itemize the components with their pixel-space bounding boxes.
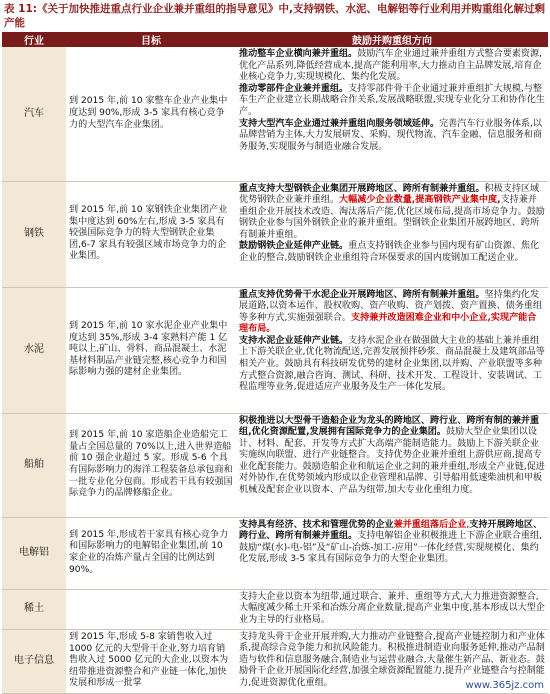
industry-cell: 汽车 <box>2 47 66 181</box>
direction-paragraph: 鼓励钢铁企业延伸产业链。重点支持钢铁企业参与国内现有矿山资源、焦化企业的整合,鼓励钢铁企业重组符合环保要求的国内废钢加工配送企业。 <box>239 241 545 264</box>
direction-cell <box>236 287 548 413</box>
direction-paragraph: 支持具有经济、技术和管理优势的企业兼并重组落后企业,支持开展跨地区、跨行业、跨所有制兼并重组。支持电解铝企业积极推进上下游企业联合重组,鼓励“煤(水)-电-铝”及“矿山-冶炼-加工-应用”一体化经营,实现规模化、集约化发展,形成 3-5 家具有国际竞争力的大型企业集团。 <box>239 520 545 566</box>
direction-cell <box>236 589 548 629</box>
industry-cell: 稀土 <box>2 589 66 629</box>
industry-cell: 电子信息 <box>2 629 66 693</box>
target-cell: 到 2015 年,形成若干家具有核心竞争力和国际影响力的电解铝企业集团,前 10 家企业的冶炼产量占全国的比例达到 90%。 <box>66 517 236 589</box>
direction-paragraph: 推动零部件企业兼并重组。支持零部件骨干企业通过兼并重组扩大规模,与整车生产企业建立长期战略合作关系,发展战略联盟,实现专业化分工和协作化生产。 <box>239 84 545 119</box>
header-direction: 鼓励并购重组方向 <box>236 32 548 47</box>
table-header-row <box>2 32 548 47</box>
target-cell <box>66 589 236 629</box>
direction-paragraph: 支持大企业以资本为纽带,通过联合、兼并、重组等方式,大力推进资源整合,大幅度减少稀土开采和冶炼分离企业数量,提高产业集中度,基本形成以大型企业为主导的行业格局。 <box>239 592 545 627</box>
direction-cell <box>236 181 548 287</box>
target-cell: 到 2015 年,形成 5-8 家销售收入过 1000 亿元的大型骨干企业,努力培育销售收入过 5000 亿元的大企业,以资本为纽带推进资源整合和产业链一体化,加快发展和形成一批掌 <box>66 629 236 693</box>
industry-cell: 水泥 <box>2 287 66 413</box>
industry-cell: 钢铁 <box>2 181 66 287</box>
table-row <box>2 517 548 589</box>
table-row <box>2 181 548 287</box>
direction-paragraph: 积极推进以大型骨干造船企业为龙头的跨地区、跨行业、跨所有制的兼并重组,优化资源配置,发展拥有国际竞争力的企业集团。鼓励大型企业集团以设计、材料、配套、开发等方式扩大高端产能制造能力。鼓励上下游关联企业实施纵向联盟、进行产业链整合。支持优势企业兼并重组上游供应商,提高专业化配套能力。鼓励造船企业和航运企业之间的兼并重组,形成全产业链,促进对外协作,在优势领域内形成以企业管理和品牌、引导船用低速柴油机和甲板机械及配套企业以资本、产品为纽带,加大专业化重组力度。 <box>239 416 545 497</box>
table-caption: 表 11:《关于加快推进重点行业企业兼并重组的指导意见》中,支持钢铁、水泥、电解铝等行业利用并购重组化解过剩产能 <box>4 2 546 30</box>
policy-table <box>2 32 548 694</box>
target-cell: 到 2015 年,前 10 家水泥企业产业集中度达到 35%,形成 3-4 家熟料产能 1 亿吨以上,矿山、骨料、商品混凝土、水泥基材料制品产业链完整,核心竞争力和国际影响力强的建材企业集团。 <box>66 287 236 413</box>
direction-paragraph: 支持龙头骨干企业开展并购,大力推动产业链整合,提高产业链控制力和产业体系,提高综合竞争能力和抗风险能力。积极推进制造业向服务延伸,推动产品制造与软件和信息服务融合,制造业与运营业融合,大量催生新产品、新业态。鼓励骨干企业开展国际化经营,加强全球资源配置能力,提升产业链整合与控制能力,促进资源优化重组。 <box>239 632 545 690</box>
direction-paragraph: 重点支持优势骨干水泥企业开展跨地区、跨所有制兼并重组。坚持集约化发展道路,以资本运作、股权收购、资产收购、资产划拨、资产置换、债务重组等多种方式,实施强强联合。支持兼并改造困难企业和中小企业,实现产能合理布局。 <box>239 290 545 336</box>
header-target: 目标 <box>66 32 236 47</box>
table-row <box>2 47 548 181</box>
header-industry: 行业 <box>2 32 66 47</box>
direction-cell <box>236 47 548 181</box>
direction-paragraph: 支持大型汽车企业通过兼并重组向服务领域延伸。完善汽车行业服务体系,以品牌营销为主体,大力发展研发、采购、现代物流、汽车金融、信息服务和商务服务,实现服务与制造业融合发展。 <box>239 119 545 154</box>
industry-cell: 船舶 <box>2 413 66 517</box>
table-row <box>2 413 548 517</box>
target-cell: 到 2015 年,前 10 家造船企业造船完工量占全国总量的 70%以上,进入世界造船前 10 强企业超过 5 家。形成 5-6 个具有国际影响力的海洋工程装备总承包商和一批专业化分包商。形成若干具有较强国际竞争力的品牌修船企业。 <box>66 413 236 517</box>
target-cell: 到 2015 年,前 10 家钢铁企业集团产业集中度达到 60%左右,形成 3-5 家具有较强国际竞争力的特大型钢铁企业集团,6-7 家具有较强区域市场竞争力的企业集团。 <box>66 181 236 287</box>
direction-paragraph: 重点支持大型钢铁企业集团开展跨地区、跨所有制兼并重组。积极支持区域优势钢铁企业兼并重组。大幅减少企业数量,提高钢铁产业集中度,支持兼并重组企业开展技术改造、淘汰落后产能,优化区域布局,提高市场竞争力。鼓励钢铁企业参与国外钢铁企业的兼并重组。型钢铁企业集团开展跨地区、跨所有制兼并重组。 <box>239 184 545 242</box>
table-row <box>2 287 548 413</box>
direction-cell <box>236 413 548 517</box>
industry-cell: 电解铝 <box>2 517 66 589</box>
target-cell: 到 2015 年,前 10 家整车企业产业集中度达到 90%,形成 3-5 家具有核心竞争力的大型汽车企业集团。 <box>66 47 236 181</box>
table-row <box>2 589 548 629</box>
direction-paragraph: 支持水泥企业延伸产业链。支持水泥企业在做强做大主业的基础上兼并重组上下游关联企业,优化物流配送,完善发展预拌砂浆、商品混凝土及建筑部品等相关产业。鼓励具有科技研发优势的建材企业集团,以并购、产业联盟等多种方式整合资源,融合咨询、测试、科研、技术开发、工程设计、安装调试、工程监理等业务,促进适应产业服务及生产一体化发展。 <box>239 336 545 394</box>
direction-cell <box>236 517 548 589</box>
direction-paragraph: 推动整车企业横向兼并重组。鼓励汽车企业通过兼并重组方式整合要素资源,优化产品系列,降低经营成本,提高产能利用率,大力推动自主品牌发展,培育企业核心竞争力,实现规模化、集约化发展。 <box>239 49 545 84</box>
watermark: www.365jz.com <box>466 680 544 691</box>
